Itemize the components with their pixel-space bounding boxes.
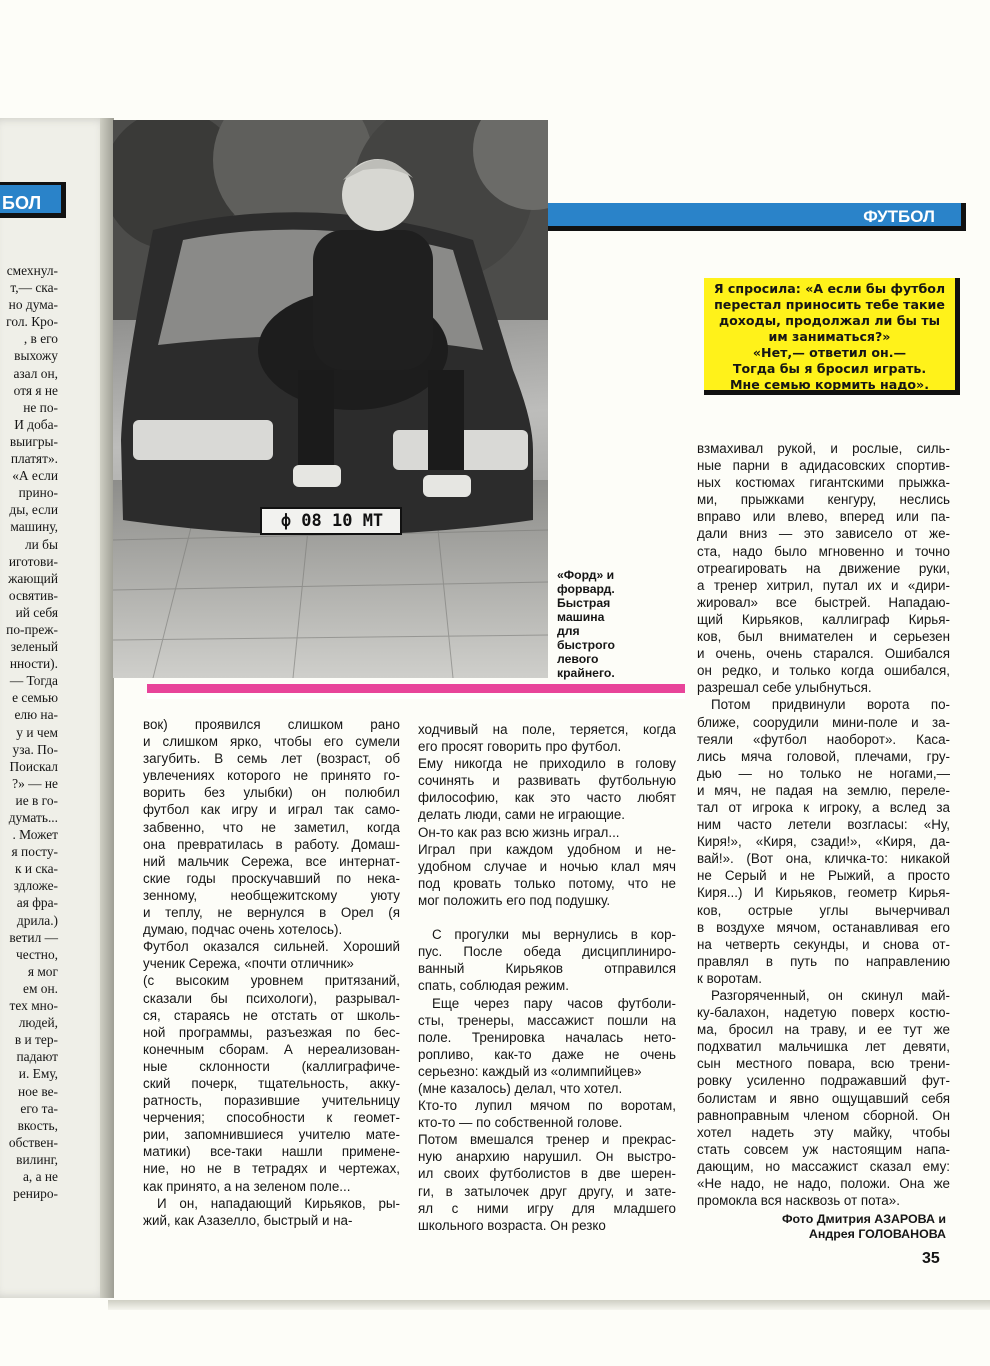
article-line: промокла вся насквозь от пота». bbox=[697, 1193, 900, 1209]
left-page-line: я посту- bbox=[11, 844, 58, 860]
article-line: как принято, а на зеленом поле... bbox=[143, 1178, 351, 1194]
article-line: рии, запомнившиеся учителю мате- bbox=[143, 1127, 400, 1143]
article-line: вай!». (Вот она, кличка-то: никакой bbox=[697, 851, 950, 867]
left-page-line: «А если bbox=[12, 468, 58, 484]
article-line: ма, бросил на траву, и ее тут же bbox=[697, 1022, 950, 1038]
article-line: ский почерк, тщательность, акку- bbox=[143, 1075, 400, 1091]
quote-line: им заниматься?» bbox=[768, 329, 891, 344]
article-line: ку-балахон, надетую поверх костю- bbox=[697, 1005, 950, 1021]
article-line: а тренер хитрил, путал их и «дири- bbox=[697, 577, 950, 593]
left-page-line: выхожу bbox=[14, 348, 58, 364]
left-page-line: выигры- bbox=[9, 433, 58, 449]
player-sandal-right bbox=[423, 475, 471, 497]
article-line: и мяч, не падая на землю, переле- bbox=[697, 782, 950, 798]
article-line: забвенно, что не заметил, когда bbox=[143, 819, 400, 835]
article-line: стать совсем уж настоящим напа- bbox=[697, 1141, 950, 1157]
article-line: ми, прыжками кенгуру, неслись bbox=[697, 492, 950, 508]
article-line: ские годы проскучавший по нека- bbox=[143, 870, 400, 886]
article-line: подхватил мальчишка лет девяти, bbox=[697, 1039, 950, 1055]
article-line: делать люди, сами не играющие. bbox=[418, 807, 625, 823]
left-page-line: ие в го- bbox=[15, 792, 58, 808]
article-line bbox=[418, 909, 676, 926]
article-line: дью — но только не ногами,— bbox=[697, 765, 950, 781]
left-page-line: прино- bbox=[18, 485, 58, 501]
article-line: ходчивый на поле, теряется, когда bbox=[418, 722, 676, 737]
article-line: ную анархию нарушил. Он выстро- bbox=[418, 1149, 676, 1165]
left-page-text bbox=[0, 262, 58, 1202]
article-line: серьезно: каждый из «олимпийцев» bbox=[418, 1063, 642, 1079]
quote-line: Тогда бы я бросил играть. bbox=[732, 361, 927, 376]
article-line: и очень, очень старался. Ошибался bbox=[697, 646, 950, 662]
left-page-line: но дума- bbox=[8, 297, 58, 313]
article-line: ков, был внимателен и серьезен bbox=[697, 629, 950, 645]
article-line: ровку усиленно подражавший фут- bbox=[697, 1073, 950, 1089]
article-line: увлечениях которого не принято го- bbox=[143, 768, 400, 784]
caption-line: левого bbox=[557, 652, 599, 666]
left-page-line: обствен- bbox=[8, 1134, 58, 1150]
article-line: его просят говорить про футбол. bbox=[418, 739, 622, 755]
left-page-line: отя я не bbox=[13, 382, 58, 398]
article-line: Футбол оказался сильней. Хороший bbox=[143, 939, 400, 955]
article-line: жировал» все быстрей. Нападаю- bbox=[697, 594, 950, 610]
plate-text: ф 08 10 МТ bbox=[280, 511, 384, 531]
caption-line: «Форд» и bbox=[557, 568, 615, 582]
article-line: ил своих футболистов в две шерен- bbox=[418, 1166, 676, 1182]
left-page-line: ем он. bbox=[23, 980, 58, 996]
article-line: школьного возраста. Он резко bbox=[418, 1217, 606, 1233]
article-line: к воротам. bbox=[697, 970, 762, 986]
article-line: Разгоряченный, он скинул май- bbox=[711, 988, 950, 1003]
left-section-header: БОЛ bbox=[0, 182, 66, 218]
article-line: сочинять и развивать футбольную bbox=[418, 773, 676, 789]
left-page-line: нности). bbox=[9, 656, 58, 672]
left-page-line: е семью bbox=[12, 690, 58, 706]
article-line: она превратилась в работу. Домаш- bbox=[143, 836, 400, 852]
article-line: поле. Тренировка началась нето- bbox=[418, 1029, 676, 1045]
article-line: Кто-то лупил мячом по воротам, bbox=[418, 1098, 676, 1114]
left-page-line: ?» — не bbox=[12, 775, 58, 791]
article-line: разрешал себе улыбнуться. bbox=[697, 680, 872, 696]
left-page-line: ды, если bbox=[9, 502, 58, 518]
left-page-line: , в его bbox=[23, 331, 58, 347]
article-line: сты, тренеры, массажист пошли на bbox=[418, 1012, 676, 1028]
article-line: ратность, поразившие учительницу bbox=[143, 1093, 400, 1109]
article-line: ял с ними игру для младшего bbox=[418, 1200, 676, 1216]
left-page-line: зеленый bbox=[10, 639, 58, 655]
left-page-line: И доба- bbox=[14, 416, 58, 432]
article-line: ные склонности (каллиграфиче- bbox=[143, 1058, 400, 1074]
article-line: удобном случае и ночью клал мяч bbox=[418, 858, 676, 874]
quote-line: Мне семью кормить надо». bbox=[730, 377, 929, 392]
article-line: правлял в путь по направлению bbox=[697, 953, 950, 969]
article-line: зенному, необщежитскому уюту bbox=[143, 887, 400, 903]
player-sandal-left bbox=[293, 465, 341, 487]
article-line: Потом придвинули ворота по- bbox=[711, 697, 950, 713]
article-line: ной программы, разъезжая по бес- bbox=[143, 1024, 400, 1040]
article-line: ближе, соорудили мини-поле и за- bbox=[697, 714, 950, 730]
article-line: отреагировать на движение руки, bbox=[697, 560, 950, 576]
car-photo bbox=[113, 120, 548, 678]
article-line: «Не надо, не надо, положи. Она же bbox=[697, 1176, 950, 1192]
article-line: жий, как Азазелло, быстрый и на- bbox=[143, 1212, 353, 1228]
article-line: и теплу, не вернулся в Орел (я bbox=[143, 905, 400, 921]
article-line: ний мальчик Сережа, все интернат- bbox=[143, 853, 400, 869]
article-line: Играл при каждом удобном и не- bbox=[418, 841, 676, 857]
article-line: хотел надеть эту майку, чтобы bbox=[697, 1124, 950, 1140]
left-page-line: уза. По- bbox=[12, 741, 58, 757]
article-line: черчения; способности к геомет- bbox=[143, 1110, 400, 1126]
article-line: лись мяча головой, плечами, гру- bbox=[697, 748, 950, 764]
article-line: не Серый и не Рыжий, а просто bbox=[697, 868, 950, 884]
article-line: (с высоким уровнем притязаний, bbox=[143, 973, 400, 989]
article-line: ных костюмах гигантскими прыжка- bbox=[697, 475, 950, 491]
left-page-line: платят». bbox=[10, 451, 58, 467]
left-page-line: смехнул- bbox=[6, 263, 58, 278]
player-leg-right bbox=[428, 370, 464, 470]
article-line: Ему никогда не приходило в голову bbox=[418, 756, 676, 772]
player-leg-left bbox=[298, 370, 334, 470]
left-page-line: думать... bbox=[8, 810, 58, 825]
left-page bbox=[0, 118, 110, 1298]
left-page-line: вилинг, bbox=[16, 1151, 58, 1167]
caption-line: для bbox=[557, 624, 580, 638]
article-line: болистам и явно ощущавший себя bbox=[697, 1090, 950, 1106]
article-line: И он, нападающий Кирьяков, ры- bbox=[157, 1195, 400, 1211]
left-page-line: дрила.) bbox=[16, 912, 58, 928]
article-line: вок) проявился слишком рано bbox=[143, 717, 400, 732]
photo-caption bbox=[557, 568, 677, 680]
left-page-line: — Тогда bbox=[9, 673, 58, 689]
article-line: щий Кирьяков, каллиграф Кирья- bbox=[697, 611, 950, 627]
article-line: ванный Кирьяков отправился bbox=[418, 961, 676, 977]
left-page-line: машину, bbox=[10, 519, 58, 535]
article-line: в воздухе мячом, останавливая его bbox=[697, 919, 950, 935]
article-line: пус. После обеда дисциплиниро- bbox=[418, 944, 676, 960]
article-column-2 bbox=[418, 721, 676, 1234]
left-page-line: у и чем bbox=[16, 724, 58, 740]
article-line: ропливо, как-то даже не очень bbox=[418, 1046, 676, 1062]
article-line: кто-то — по собственной голове. bbox=[418, 1115, 623, 1131]
left-page-line: к и ска- bbox=[14, 861, 58, 877]
left-page-line: рениро- bbox=[13, 1186, 58, 1202]
article-line: дали вниз — это зависело от же- bbox=[697, 526, 950, 542]
left-page-line: жающий bbox=[8, 570, 58, 586]
article-line: ги, в затылочек друг другу, и зате- bbox=[418, 1183, 676, 1199]
article-line: ним часто летели возгласы: «Ну, bbox=[697, 817, 950, 833]
left-page-line: по-преж- bbox=[6, 621, 58, 637]
left-page-line: . Может bbox=[12, 827, 58, 843]
article-line: ков, острые углы вычерчивал bbox=[697, 902, 950, 918]
article-line: ста, надо было мгновенно и точно bbox=[697, 543, 950, 559]
article-line: загубить. В семь лет (возраст, об bbox=[143, 751, 400, 767]
article-column-1 bbox=[143, 716, 400, 1229]
article-line: Киря...) И Кирьяков, геометр Кирья- bbox=[697, 885, 950, 901]
left-page-line: ветил — bbox=[9, 929, 58, 945]
caption-line: Быстрая bbox=[557, 596, 611, 610]
caption-line: форвард. bbox=[557, 582, 615, 596]
photo-credit bbox=[760, 1212, 946, 1242]
left-page-line: елю на- bbox=[14, 707, 58, 723]
left-page-line: иготови- bbox=[8, 553, 58, 569]
left-page-line: я мог bbox=[27, 963, 58, 979]
left-page-line: ное ве- bbox=[18, 1083, 58, 1099]
article-line: футбол как игру и играл так само- bbox=[143, 802, 400, 818]
left-page-line: тех мно- bbox=[9, 998, 58, 1014]
left-page-line: его та- bbox=[20, 1100, 58, 1116]
credit-line: Андрея ГОЛОВАНОВА bbox=[808, 1227, 946, 1241]
article-line: на четверть секунды, и снова от- bbox=[697, 936, 950, 952]
article-line: Еще через пару часов футболи- bbox=[432, 995, 676, 1011]
quote-line: доходы, продолжал ли бы ты bbox=[718, 313, 941, 328]
article-line: и слишком ярко, чтобы его сумели bbox=[143, 734, 400, 750]
left-page-line: вкость, bbox=[17, 1117, 58, 1133]
page-bottom-edge bbox=[108, 1300, 990, 1310]
article-line: конечным сборам. А нереализован- bbox=[143, 1041, 400, 1057]
article-line: равноправным членом сборной. Он bbox=[697, 1107, 950, 1123]
caption-line: машина bbox=[557, 610, 605, 624]
left-page-line: т,— ска- bbox=[10, 280, 58, 296]
left-page-line: в и тер- bbox=[14, 1032, 58, 1048]
left-page-line: ий себя bbox=[15, 604, 58, 620]
article-line: дающим, но массажист сказал ему: bbox=[697, 1158, 950, 1174]
left-page-line: гол. Кро- bbox=[6, 314, 58, 330]
quote-line: перестал приносить тебе такие bbox=[714, 297, 945, 312]
pink-divider bbox=[147, 684, 685, 699]
player-jacket bbox=[313, 230, 433, 370]
article-line: матики) все-таки нашли примене- bbox=[143, 1144, 400, 1160]
article-line: Он-то как раз всю жизнь играл... bbox=[418, 824, 620, 840]
left-page-line: а, а не bbox=[22, 1168, 58, 1184]
article-line: сказали бы психологи), разрывал- bbox=[143, 990, 400, 1006]
left-headlight bbox=[133, 420, 273, 460]
article-line: (мне казалось) делал, что хотел. bbox=[418, 1080, 623, 1096]
left-page-line: и. Ему, bbox=[18, 1066, 58, 1082]
article-column-3 bbox=[697, 440, 950, 1209]
page-gutter bbox=[100, 118, 114, 1298]
left-page-line: освятив- bbox=[8, 587, 58, 603]
article-line: он редко, и только когда ошибался, bbox=[697, 663, 950, 679]
article-line: С прогулки мы вернулись в кор- bbox=[432, 927, 676, 943]
quote-line: «Нет,— ответил он.— bbox=[752, 345, 907, 360]
article-line: мог положить его под подушку. bbox=[418, 892, 611, 908]
photo-illustration bbox=[113, 120, 548, 678]
left-page-line: Поискал bbox=[9, 758, 58, 774]
article-line: ся, стараясь не отстать от школь- bbox=[143, 1007, 400, 1023]
page-number: 35 bbox=[922, 1250, 940, 1267]
article-line: ученик Сережа, «почти отличник» bbox=[143, 956, 354, 972]
article-line: ные парни в адидасовских спортив- bbox=[697, 458, 950, 474]
article-line: вправо или влево, вперед или па- bbox=[697, 509, 950, 525]
article-line: Киря!», «Киря, сзади!», «Киря, да- bbox=[697, 834, 950, 850]
left-page-line: честно, bbox=[15, 946, 58, 962]
article-line: теяли «футбол наоборот». Каса- bbox=[697, 731, 950, 747]
article-line: под кровать только потому, что не bbox=[418, 875, 676, 891]
caption-line: быстрого bbox=[557, 638, 615, 652]
article-line: философию, как это часто любят bbox=[418, 790, 676, 806]
credit-line: Фото Дмитрия АЗАРОВА и bbox=[781, 1212, 946, 1226]
section-header: ФУТБОЛ bbox=[548, 203, 966, 231]
article-line: спать, соблюдая режим. bbox=[418, 978, 569, 994]
quote-line: Я спросила: «А если бы футбол bbox=[713, 281, 946, 296]
caption-line: крайнего. bbox=[557, 666, 615, 680]
left-page-line: падают bbox=[16, 1049, 58, 1065]
left-page-line: ли бы bbox=[24, 536, 58, 552]
article-line: сын местного повара, всю трени- bbox=[697, 1056, 950, 1072]
article-line: тал от игрока к игроку, а вслед за bbox=[697, 799, 950, 815]
quote-box bbox=[704, 278, 960, 395]
article-line: ворить без улыбки) он полюбил bbox=[143, 785, 400, 801]
article-line: взмахивал рукой, и рослые, силь- bbox=[697, 441, 950, 456]
left-page-line: здложе- bbox=[13, 878, 58, 894]
article-line: думаю, подчас очень хотелось). bbox=[143, 922, 343, 938]
article-line: ние, но не в тетрадях и чертежах, bbox=[143, 1161, 400, 1177]
left-page-line: ая фра- bbox=[16, 895, 58, 911]
left-page-line: не по- bbox=[23, 399, 58, 415]
left-page-line: азал он, bbox=[13, 365, 58, 381]
left-page-line: людей, bbox=[18, 1015, 58, 1031]
article-line: Потом вмешался тренер и прекрас- bbox=[418, 1132, 676, 1148]
